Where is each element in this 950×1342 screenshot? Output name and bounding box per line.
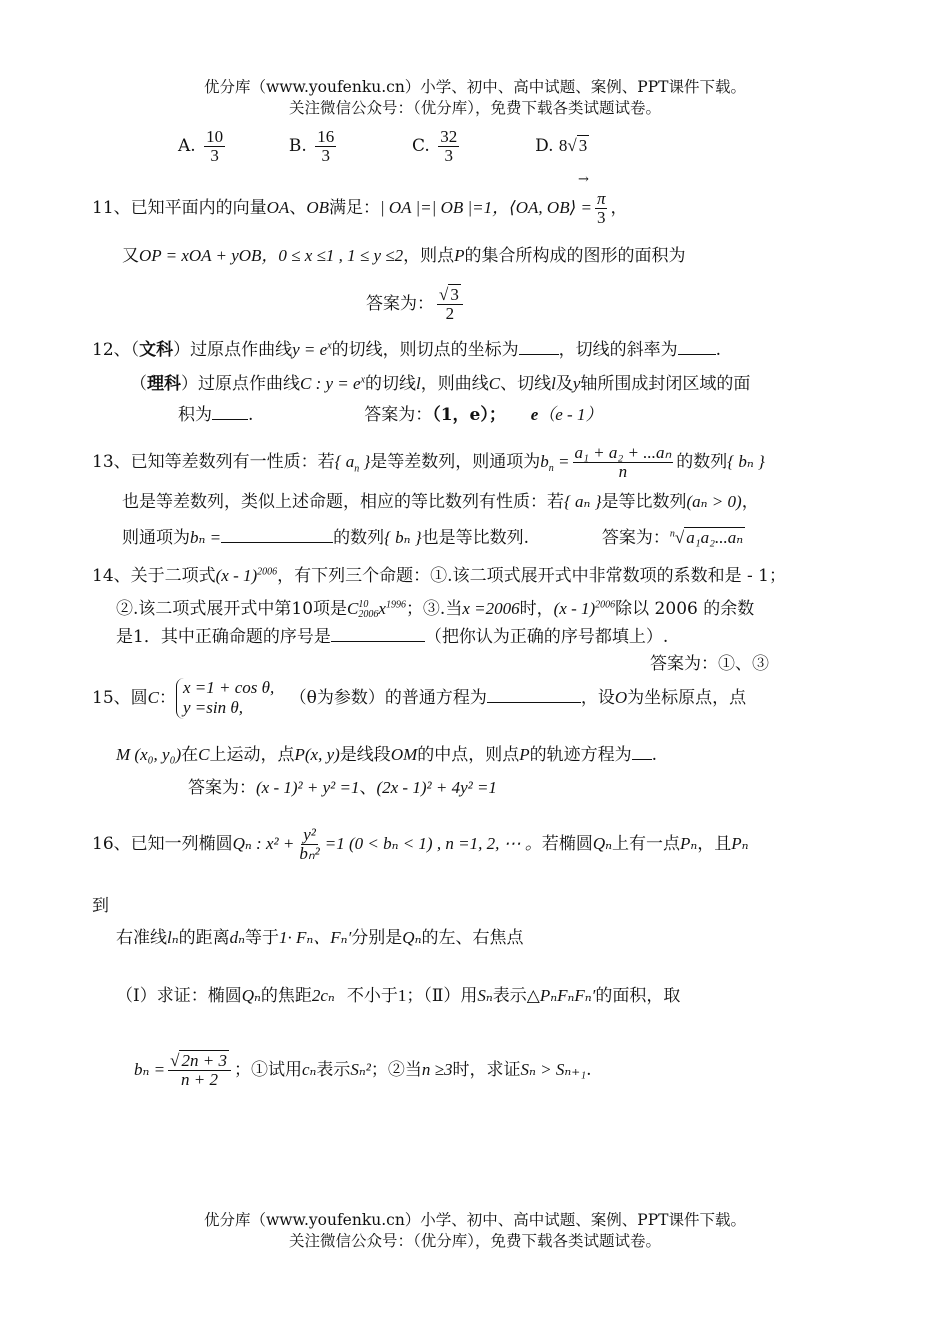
q13-line-1: 13、已知等差数列有一性质：若{ $a_n$ }是等差数列，则通项为$b_n$ = $\frac{\text{a₁ + a₂ + ...aₙ}}{n}$ 的数列{ bₙ } bbox=[92, 443, 765, 481]
q15-answer: 答案为：(x - 1)² + y² =1、(2x - 1)² + 4y² =1 bbox=[188, 778, 497, 798]
q16-line-3: 右准线lₙ的距离dₙ等于1· Fₙ、Fₙ′分别是Qₙ的左、右焦点 bbox=[116, 928, 524, 948]
q16-line-5: bₙ = $\frac{√ 2n + 3}{n + 2}$ ；①试用cₙ表示Sₙ²；②当n ≥3时，求证Sₙ > Sₙ₊₁. bbox=[134, 1051, 592, 1089]
q11-line-2: 又OP = xOA + yOB，0 ≤ x ≤1 , 1 ≤ y ≤2，则点P的集合所构成的图形的面积为 bbox=[122, 246, 686, 266]
q14-line-2: ②.该二项式展开式中第10项是C 10 2006 $x^{1996}$；③.当x =2006时，(x - 1)$^{2006}$除以 2006 的余数 bbox=[116, 598, 755, 620]
q14-line-1: 14、关于二项式(x - 1)$^{2006}$，有下列三个命题：①.该二项式展开式中非常数项的系数和是 - 1； bbox=[92, 566, 786, 586]
q11-answer: 答案为： $\frac{√ 3}{2}$ bbox=[366, 286, 466, 323]
q16-line-1: 16、已知一列椭圆Qₙ : x² + $\frac{\text{y²}}{\text{bₙ²}}$ =1 (0 < bₙ < 1) , n =1, 2, ⋯ 。若椭圆Qₙ上有一点Pₙ，且Pₙ bbox=[92, 825, 749, 863]
q11-line-1: 11、已知平面内的向量OA、OB满足：| OA |=| OB |=1，⟨OA, OB⟩ = $\frac{\pi}{3}$ ， bbox=[92, 189, 628, 227]
option-c: C. $\frac{32}{3}$ bbox=[412, 127, 458, 165]
q15-line-2: M (x₀, y₀)在C上运动，点P(x, y)是线段OM的中点，则点P的轨迹方程为 . bbox=[116, 745, 658, 765]
option-a: A. $\frac{10}{3}$ bbox=[178, 127, 224, 165]
q10-options bbox=[178, 128, 589, 165]
option-b: B. $\frac{16}{3}$ bbox=[288, 127, 335, 165]
vector-arrow-icon: → bbox=[578, 172, 589, 187]
q16-line-4: （Ⅰ）求证：椭圆Qₙ的焦距2cₙ 不小于1；（Ⅱ）用Sₙ表示△PₙFₙFₙ′的面积，取 bbox=[116, 986, 681, 1006]
q12-line-1: 12、（文科）过原点作曲线$y = e^x$的切线，则切点的坐标为 ，切线的斜率为 . bbox=[92, 340, 722, 360]
option-d: D. 8√ 3 bbox=[535, 135, 588, 156]
parametric-equations: x =1 + cos θ, y =sin θ, bbox=[176, 678, 274, 719]
q14-line-3: 是1．其中正确命题的序号是 （把你认为正确的序号都填上）. bbox=[116, 627, 669, 647]
q12-line-2: （理科）过原点作曲线C : $y = e^x$的切线l，则曲线C、切线l及y轴所围成封闭区域的面 bbox=[130, 374, 751, 394]
q15-line-1: 15、圆C： x =1 + cos θ, y =sin θ, （θ为参数）的普通方程为 ，设O为坐标原点，点 bbox=[92, 678, 747, 718]
q12-line-3: 积为 . 答案为：（1，e）； e（e - 1） bbox=[178, 405, 603, 425]
footer-line-2: 关注微信公众号：（优分库），免费下载各类试题试卷。 bbox=[288, 1232, 661, 1250]
footer-line-1: 优分库（www.youfenku.cn）小学、初中、高中试题、案例、PPT课件下载。 bbox=[203, 1211, 747, 1229]
header-line-2: 关注微信公众号：（优分库），免费下载各类试题试卷。 bbox=[288, 99, 661, 117]
header-line-1: 优分库（www.youfenku.cn）小学、初中、高中试题、案例、PPT课件下载。 bbox=[203, 78, 747, 96]
q14-answer: 答案为：①、③ bbox=[650, 654, 769, 674]
q16-line-2: 到 bbox=[92, 896, 109, 916]
q13-line-2: 也是等差数列，类似上述命题，相应的等比数列有性质：若{ aₙ }是等比数列(aₙ > 0)， bbox=[122, 492, 759, 512]
q13-line-3: 则通项为bₙ = 的数列{ bₙ }也是等比数列. 答案为：$^n$√ a₁a₂...aₙ bbox=[122, 528, 744, 548]
